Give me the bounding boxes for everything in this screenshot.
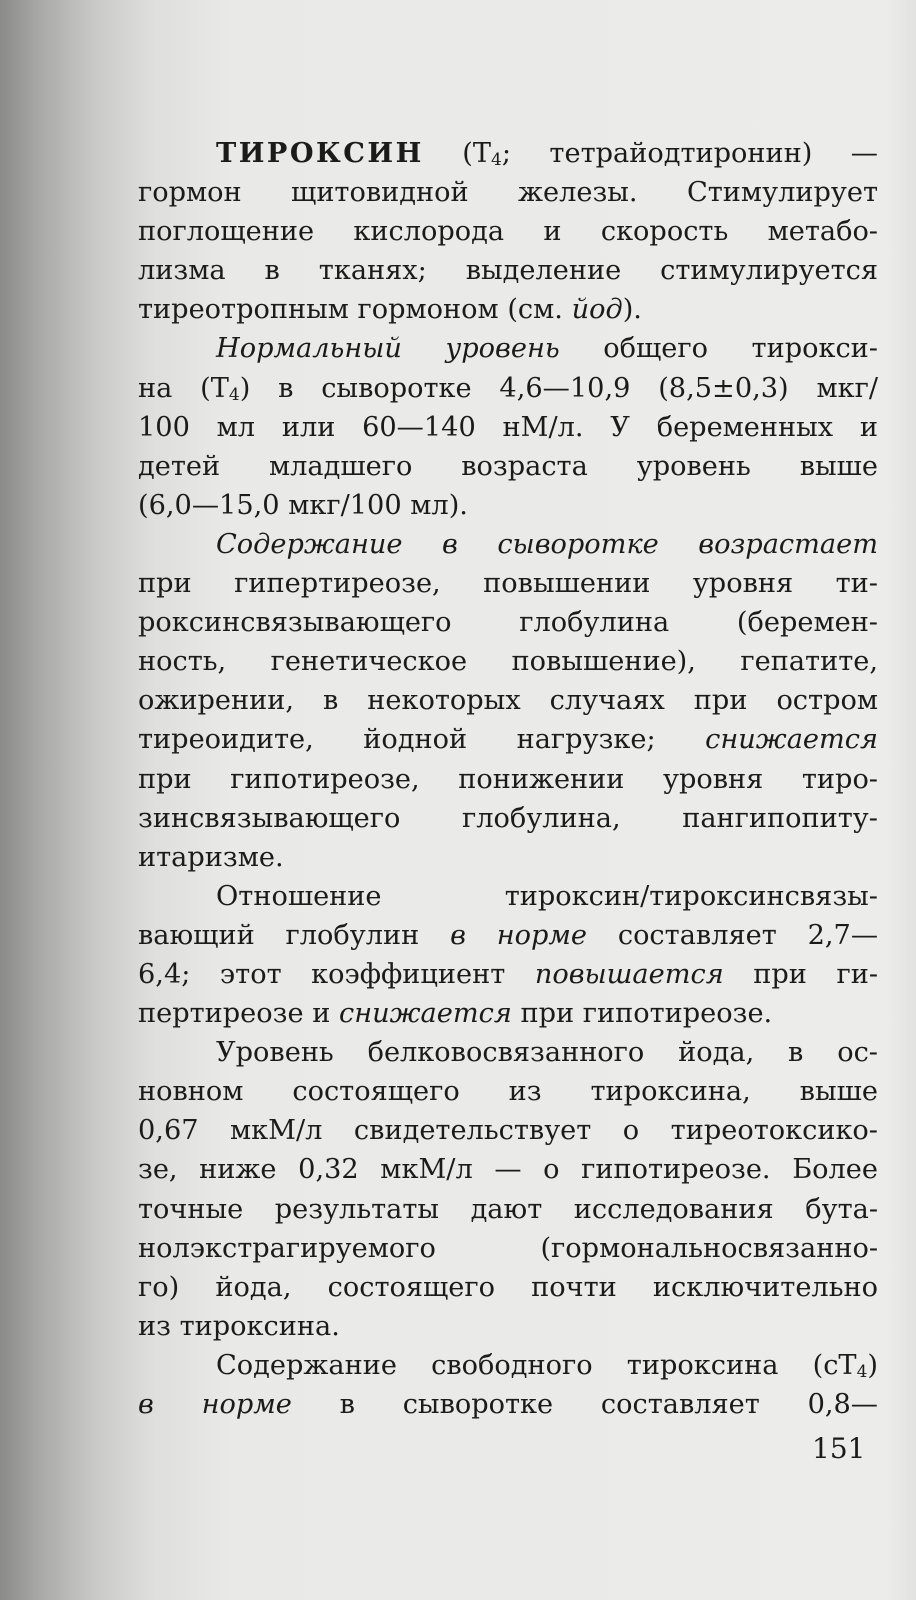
text-line: итаризме. — [138, 841, 284, 873]
text-fragment: на (Т — [138, 372, 229, 404]
text-line — [138, 994, 878, 1033]
text-line: роксинсвязывающего глобулина (беремен- — [138, 607, 878, 639]
page-number: 151 — [812, 1432, 866, 1465]
text-fragment: ). — [622, 294, 642, 326]
text-line: го) йода, состоящего почти исключительно — [138, 1271, 878, 1303]
italic-text: повышается — [534, 958, 724, 990]
text-line — [138, 1385, 878, 1424]
text-fragment: ) — [867, 1349, 878, 1381]
text-line: из тироксина. — [138, 1310, 340, 1342]
text-line: гормон щитовидной железы. Стимулирует — [138, 177, 878, 209]
text-line — [138, 369, 878, 408]
text-fragment: пертиреозе и — [138, 998, 339, 1030]
text-line — [138, 290, 878, 329]
italic-text: в норме — [450, 919, 588, 951]
text-fragment: при ги- — [723, 958, 879, 990]
text-fragment: 6,4; этот коэффициент — [138, 958, 535, 990]
text-line: поглощение кислорода и скорость метабо- — [138, 216, 878, 248]
subscript: 4 — [856, 1361, 868, 1382]
text-line: ность, генетическое повышение), гепатите, — [138, 646, 878, 678]
text-line: зе, ниже 0,32 мкМ/л — о гипотиреозе. Более — [138, 1154, 878, 1186]
text-line: Уровень белковосвязанного йода, в ос- — [216, 1037, 878, 1069]
text-line — [138, 955, 878, 994]
text-line — [138, 525, 878, 564]
text-line: зинсвязывающего глобулина, пангипопиту- — [138, 802, 878, 834]
text-line — [138, 329, 878, 368]
italic-text: Содержание в сыворотке возрастает — [216, 528, 878, 560]
text-line — [138, 720, 878, 759]
text-line: новном состоящего из тироксина, выше — [138, 1076, 878, 1108]
italic-text: снижается — [338, 998, 512, 1030]
text-fragment: (Т — [462, 138, 491, 169]
text-fragment: Содержание свободного тироксина (сТ — [216, 1349, 857, 1381]
text-line: (6,0—15,0 мкг/100 мл). — [138, 489, 468, 521]
text-fragment: тиреотропным гормоном (см. — [138, 294, 572, 326]
text-fragment: тиреоидите, йодной нагрузке; — [138, 724, 706, 756]
italic-text: Нормальный уровень — [216, 333, 560, 365]
subscript: 4 — [228, 384, 240, 405]
text-line: детей младшего возраста уровень выше — [138, 450, 878, 482]
text-fragment: ) в сыворотке 4,6—10,9 (8,5±0,3) мкг/ — [239, 372, 879, 404]
article-term: ТИРОКСИН — [216, 137, 424, 169]
article-text — [138, 134, 878, 1424]
subscript: 4 — [491, 150, 502, 170]
text-line: 100 мл или 60—140 нМ/л. У беременных и — [138, 411, 878, 443]
text-line — [138, 1346, 878, 1385]
text-line: точные результаты дают исследования бута- — [138, 1193, 878, 1225]
text-line: ожирении, в некоторых случаях при остром — [138, 685, 878, 717]
italic-text: снижается — [705, 724, 878, 756]
text-line: нолэкстрагируемого (гормональносвязанно- — [138, 1232, 878, 1264]
italic-text: йод — [571, 294, 623, 326]
text-fragment: ; тетрайодтиронин) — — [501, 138, 878, 169]
text-line: лизма в тканях; выделение стимулируется — [138, 255, 878, 287]
text-fragment: в сыворотке составляет 0,8— — [291, 1389, 878, 1420]
text-fragment: вающий глобулин — [138, 919, 451, 951]
text-fragment: общего тирокси- — [559, 333, 878, 365]
italic-text: в норме — [138, 1389, 292, 1420]
text-line: Отношение тироксин/тироксинсвязы- — [216, 880, 878, 912]
text-line: при гипотиреозе, понижении уровня тиро- — [138, 763, 878, 795]
text-line — [138, 916, 878, 955]
text-fragment: составляет 2,7— — [587, 919, 879, 951]
text-line — [138, 134, 878, 173]
text-line: при гипертиреозе, повышении уровня ти- — [138, 568, 878, 600]
text-line: 0,67 мкМ/л свидетельствует о тиреотоксико- — [138, 1115, 878, 1147]
text-fragment: при гипотиреозе. — [511, 998, 773, 1030]
